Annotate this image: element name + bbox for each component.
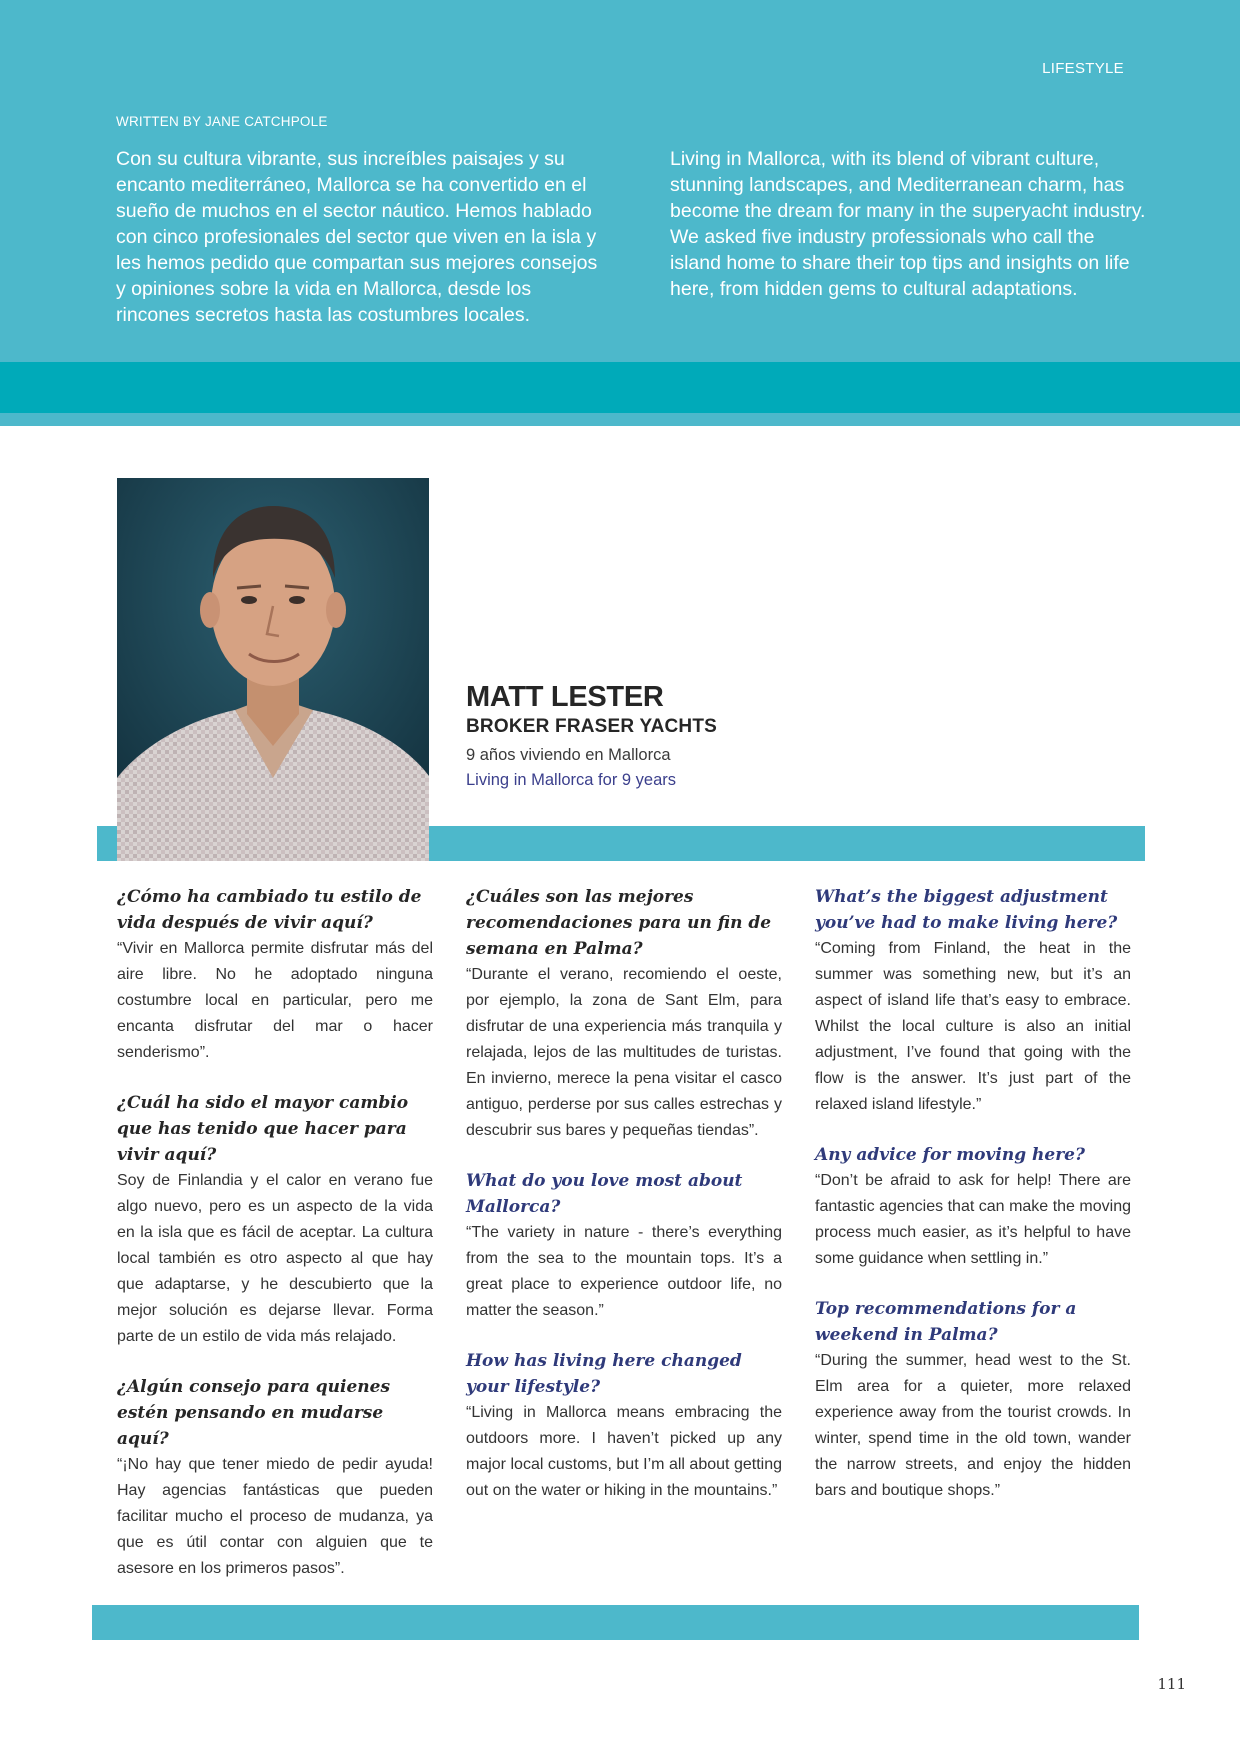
years-english: Living in Mallorca for 9 years: [466, 771, 677, 789]
question: ¿Cuál ha sido el mayor cambio que has tenido que hacer para vivir aquí?: [117, 1093, 409, 1165]
qa-item: [466, 1348, 782, 1504]
question: What do you love most about Mallorca?: [466, 1171, 743, 1217]
answer: “Vivir en Mallorca permite disfrutar más del aire libre. No he adoptado ninguna costumbre local en particular, pero me encanta disfrutar del mar o hacer senderismo”.: [117, 940, 433, 1061]
answer: “Durante el verano, recomiendo el oeste, por ejemplo, la zona de Sant Elm, para disfrutar de una experiencia más tranquila y relajada, lejos de las multitudes de turistas. En invierno, merece la pena visitar el casco antiguo, perderse por sus calles estrechas y descubrir sus bares y pequeñas tiendas”.: [466, 966, 782, 1139]
profile-role: BROKER FRASER YACHTS: [466, 716, 718, 737]
intro-spanish: Con su cultura vibrante, sus increíbles paisajes y su encanto mediterráneo, Mallorca se ha convertido en el sueño de muchos en el sector náutico. Hemos hablado con cinco profesionales del sector que viven en la isla y les hemos pedido que compartan sus mejores consejos y opiniones sobre la vida en Mallorca, desde los rincones secretos hasta las costumbres locales.: [116, 148, 598, 326]
question: ¿Algún consejo para quienes estén pensando en mudarse aquí?: [117, 1377, 391, 1449]
question: ¿Cómo ha cambiado tu estilo de vida después de vivir aquí?: [117, 887, 422, 933]
qa-column-1: [117, 884, 433, 1606]
answer: “During the summer, head west to the St. Elm area for a quieter, more relaxed experience away from the tourist crowds. In winter, spend time in the old town, wander the narrow streets, and enjoy the hidden bars and boutique shops.”: [815, 1352, 1131, 1499]
hero-band-lower: [0, 413, 1240, 426]
qa-item: [466, 1168, 782, 1324]
answer: “¡No hay que tener miedo de pedir ayuda! Hay agencias fantásticas que pueden facilitar mucho el proceso de mudanza, ya que es útil contar con alguien que te asesore en los primeros pasos”.: [117, 1456, 433, 1577]
qa-column-2: [466, 884, 782, 1528]
answer: Soy de Finlandia y el calor en verano fue algo nuevo, pero es un aspecto de la vida en la isla que es fácil de aceptar. La cultura local también es otro aspecto al que hay que adaptarse, y he descubierto que la mejor solución es dejarse llevar. Forma parte de un estilo de vida más relajado.: [117, 1172, 433, 1345]
page-number: 111: [1157, 1675, 1186, 1693]
profile-name: MATT LESTER: [466, 681, 664, 713]
answer: “Don’t be afraid to ask for help! There are fantastic agencies that can make the moving process much easier, as it’s helpful to have some guidance when settling in.”: [815, 1172, 1131, 1267]
qa-item: [117, 884, 433, 1066]
intro-english: Living in Mallorca, with its blend of vibrant culture, stunning landscapes, and Mediterranean charm, has become the dream for many in the superyacht industry. We asked five industry professionals who call the island home to share their top tips and insights on life here, from hidden gems to cultural adaptations.: [670, 148, 1146, 300]
qa-item: [815, 1142, 1131, 1272]
question: ¿Cuáles son las mejores recomendaciones para un fin de semana en Palma?: [466, 887, 772, 959]
footer-accent-bar: [92, 1605, 1139, 1640]
qa-column-3: [815, 884, 1131, 1528]
qa-item: [815, 884, 1131, 1118]
years-spanish: 9 años viviendo en Mallorca: [466, 746, 671, 764]
question: Top recommendations for a weekend in Palma?: [815, 1299, 1077, 1345]
question: What’s the biggest adjustment you’ve had to make living here?: [815, 887, 1118, 933]
portrait-illustration: [117, 478, 429, 861]
answer: “The variety in nature - there’s everything from the sea to the mountain tops. It’s a great place to experience outdoor life, no matter the season.”: [466, 1224, 782, 1319]
profile-block: [466, 680, 717, 790]
portrait-photo: [117, 478, 429, 861]
question: How has living here changed your lifestyle?: [466, 1351, 742, 1397]
qa-item: [117, 1374, 433, 1582]
section-tag: LIFESTYLE: [1042, 60, 1124, 77]
byline: WRITTEN BY JANE CATCHPOLE: [116, 114, 328, 129]
question: Any advice for moving here?: [815, 1145, 1085, 1165]
answer: “Coming from Finland, the heat in the summer was something new, but it’s an aspect of island life that’s easy to embrace. Whilst the local culture is also an initial adjustment, I’ve found that going with the flow is the answer. It’s just part of the relaxed island lifestyle.”: [815, 940, 1131, 1113]
hero-band: [0, 362, 1240, 413]
qa-item: [117, 1090, 433, 1350]
qa-item: [815, 1296, 1131, 1504]
qa-item: [466, 884, 782, 1144]
answer: “Living in Mallorca means embracing the outdoors more. I haven’t picked up any major local customs, but I’m all about getting out on the water or hiking in the mountains.”: [466, 1404, 782, 1499]
